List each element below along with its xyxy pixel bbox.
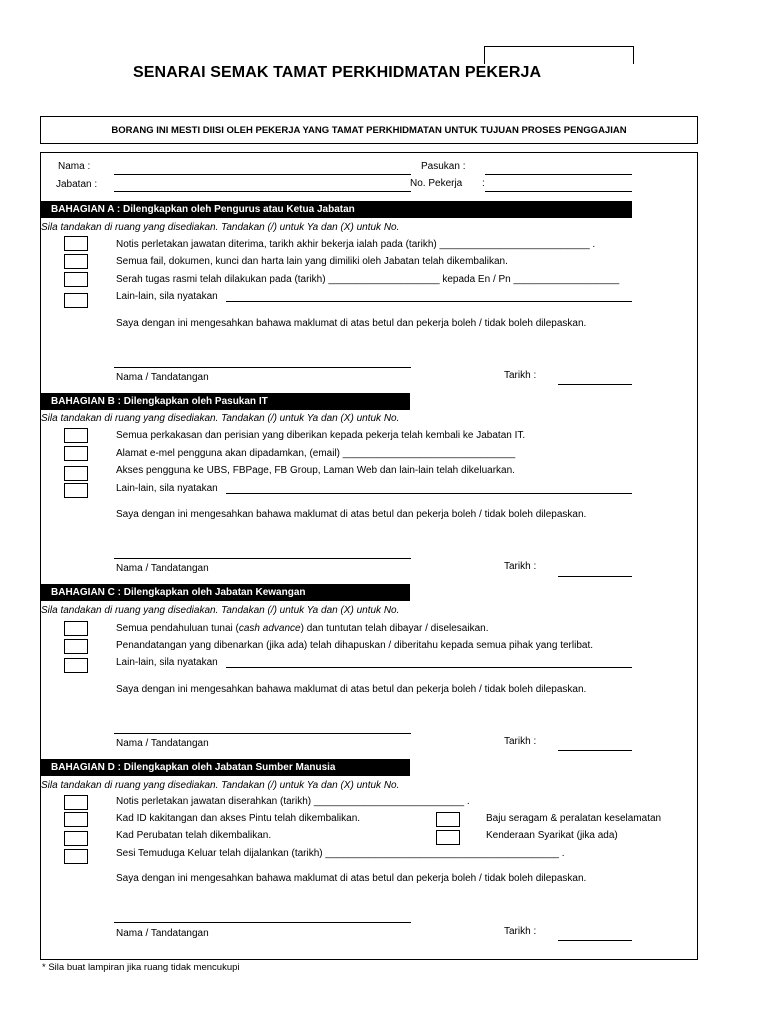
section-a-sign-label: Nama / Tandatangan [116, 372, 209, 383]
section-a-header: BAHAGIAN A : Dilengkapkan oleh Pengurus atau Ketua Jabatan [41, 201, 632, 218]
section-d-item-3: Kad Perubatan telah dikembalikan. [116, 830, 272, 841]
section-b-confirm: Saya dengan ini mengesahkan bahawa maklumat di atas betul dan pekerja boleh / tidak boleh dilepaskan. [116, 509, 587, 520]
section-c-item-1-em: cash advance [238, 623, 301, 634]
section-c-item-1-pre: Semua pendahuluan tunai ( [116, 623, 239, 634]
no-pekerja-label: No. Pekerja [410, 178, 463, 189]
section-b-date-label: Tarikh : [504, 561, 537, 572]
section-d-item-4: Sesi Temuduga Keluar telah dijalankan (tarikh) __________________________________________ . [116, 848, 565, 859]
section-c-date-label: Tarikh : [504, 736, 537, 747]
section-c-item-1-post: ) dan tuntutan telah dibayar / diselesaikan. [300, 623, 489, 634]
section-b-header: BAHAGIAN B : Dilengkapkan oleh Pasukan IT [41, 393, 410, 410]
section-b-checkbox-2[interactable] [64, 446, 88, 461]
section-d-sign-label: Nama / Tandatangan [116, 928, 209, 939]
section-b-item-3: Akses pengguna ke UBS, FBPage, FB Group, Laman Web dan lain-lain telah dikeluarkan. [116, 465, 515, 476]
section-c-other-line[interactable] [226, 667, 632, 668]
section-a-checkbox-2[interactable] [64, 254, 88, 269]
section-d-item-uniform: Baju seragam & peralatan keselamatan [486, 813, 662, 824]
section-b-checkbox-1[interactable] [64, 428, 88, 443]
section-b-item-4: Lain-lain, sila nyatakan [116, 483, 218, 494]
section-b-checkbox-3[interactable] [64, 466, 88, 481]
nama-input-line[interactable] [114, 174, 411, 175]
section-c-item-3: Lain-lain, sila nyatakan [116, 657, 218, 668]
section-c-checkbox-1[interactable] [64, 621, 88, 636]
section-d-confirm: Saya dengan ini mengesahkan bahawa maklumat di atas betul dan pekerja boleh / tidak boleh dilepaskan. [116, 873, 587, 884]
section-d-checkbox-2[interactable] [64, 812, 88, 827]
section-b-sign-line[interactable] [114, 558, 411, 559]
section-a-item-3: Serah tugas rasmi telah dilakukan pada (tarikh) ____________________ kepada En / Pn ___________________ [116, 274, 620, 285]
section-c-item-2: Penandatangan yang dibenarkan (jika ada) telah dihapuskan / diberitahu kepada semua pihak yang terlibat. [116, 640, 594, 651]
no-pekerja-colon: : [482, 178, 485, 189]
pasukan-input-line[interactable] [485, 174, 632, 175]
section-c-checkbox-2[interactable] [64, 639, 88, 654]
jabatan-input-line[interactable] [114, 191, 411, 192]
notice-box [40, 116, 698, 144]
section-d-checkbox-1[interactable] [64, 795, 88, 810]
section-a-checkbox-4[interactable] [64, 293, 88, 308]
section-d-checkbox-4[interactable] [64, 849, 88, 864]
section-b-item-2: Alamat e-mel pengguna akan dipadamkan, (email) _______________________________ [116, 448, 516, 459]
section-d-sign-line[interactable] [114, 922, 411, 923]
section-c-header: BAHAGIAN C : Dilengkapkan oleh Jabatan Kewangan [41, 584, 410, 601]
section-c-date-line[interactable] [558, 750, 632, 751]
section-d-checkbox-3[interactable] [64, 831, 88, 846]
section-d-item-1: Notis perletakan jawatan diserahkan (tarikh) ___________________________ . [116, 796, 470, 807]
section-c-confirm: Saya dengan ini mengesahkan bahawa maklumat di atas betul dan pekerja boleh / tidak boleh dilepaskan. [116, 684, 587, 695]
notice-text: BORANG INI MESTI DIISI OLEH PEKERJA YANG TAMAT PERKHIDMATAN UNTUK TUJUAN PROSES PENGGAJIAN [111, 124, 627, 136]
section-c-sign-line[interactable] [114, 733, 411, 734]
section-b-sign-label: Nama / Tandatangan [116, 563, 209, 574]
section-a-date-label: Tarikh : [504, 370, 537, 381]
section-d-header: BAHAGIAN D : Dilengkapkan oleh Jabatan Sumber Manusia [41, 759, 410, 776]
section-d-checkbox-vehicle[interactable] [436, 830, 460, 845]
reference-box [484, 46, 634, 64]
pasukan-label: Pasukan : [421, 161, 466, 172]
section-d-item-vehicle: Kenderaan Syarikat (jika ada) [486, 830, 618, 841]
section-a-item-2: Semua fail, dokumen, kunci dan harta lain yang dimiliki oleh Jabatan telah dikembalikan. [116, 256, 508, 267]
section-d-date-line[interactable] [558, 940, 632, 941]
footnote: * Sila buat lampiran jika ruang tidak mencukupi [42, 962, 240, 973]
section-c-instruction: Sila tandakan di ruang yang disediakan. Tandakan (/) untuk Ya dan (X) untuk No. [41, 605, 400, 616]
section-c-checkbox-3[interactable] [64, 658, 88, 673]
section-a-item-4: Lain-lain, sila nyatakan [116, 291, 218, 302]
page-title: SENARAI SEMAK TAMAT PERKHIDMATAN PEKERJA [133, 64, 542, 81]
section-b-item-1: Semua perkakasan dan perisian yang diberikan kepada pekerja telah kembali ke Jabatan IT. [116, 430, 526, 441]
section-d-item-2: Kad ID kakitangan dan akses Pintu telah dikembalikan. [116, 813, 361, 824]
section-a-checkbox-3[interactable] [64, 272, 88, 287]
section-d-checkbox-uniform[interactable] [436, 812, 460, 827]
section-a-checkbox-1[interactable] [64, 236, 88, 251]
section-a-other-line[interactable] [226, 301, 632, 302]
section-b-checkbox-4[interactable] [64, 483, 88, 498]
section-d-date-label: Tarikh : [504, 926, 537, 937]
nama-label: Nama : [58, 161, 91, 172]
section-a-instruction: Sila tandakan di ruang yang disediakan. Tandakan (/) untuk Ya dan (X) untuk No. [41, 222, 400, 233]
no-pekerja-input-line[interactable] [485, 191, 632, 192]
section-d-instruction: Sila tandakan di ruang yang disediakan. Tandakan (/) untuk Ya dan (X) untuk No. [41, 780, 400, 791]
section-a-date-line[interactable] [558, 384, 632, 385]
section-a-sign-line[interactable] [114, 367, 411, 368]
section-b-instruction: Sila tandakan di ruang yang disediakan. Tandakan (/) untuk Ya dan (X) untuk No. [41, 413, 400, 424]
section-c-item-1 [116, 623, 489, 634]
section-a-item-1: Notis perletakan jawatan diterima, tarikh akhir bekerja ialah pada (tarikh) ___________________________ . [116, 239, 596, 250]
section-b-date-line[interactable] [558, 576, 632, 577]
section-b-other-line[interactable] [226, 493, 632, 494]
section-a-confirm: Saya dengan ini mengesahkan bahawa maklumat di atas betul dan pekerja boleh / tidak boleh dilepaskan. [116, 318, 587, 329]
jabatan-label: Jabatan : [56, 179, 98, 190]
section-c-sign-label: Nama / Tandatangan [116, 738, 209, 749]
